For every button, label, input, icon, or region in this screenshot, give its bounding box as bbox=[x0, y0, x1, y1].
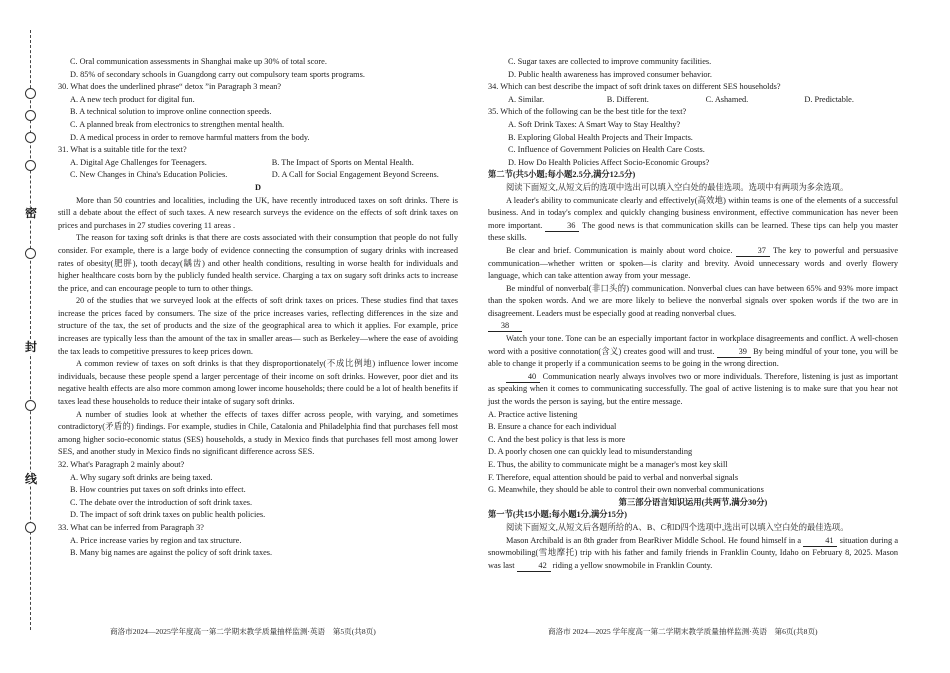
passage-paragraph-1: More than 50 countries and localities, including the UK, have recently introduced taxes on soft drinks. There is still a debate about the effect of such taxes. A new research surveys the evidence on the effects of soft drink taxes on prices and purchases in 27 studies covering 11 areas . bbox=[58, 195, 458, 230]
seven-choose-paragraph-5 bbox=[488, 371, 898, 409]
section2-heading: 第二节(共5小题;每小题2.5分,满分12.5分) bbox=[488, 170, 636, 180]
q35-option-c: C. Influence of Government Policies on Health Care Costs. bbox=[508, 145, 705, 155]
blank-38[interactable]: 38 bbox=[488, 321, 522, 332]
choice-e: E. Thus, the ability to communicate might be a manager's most key skill bbox=[488, 460, 728, 469]
q33-stem: 33. What can be inferred from Paragraph 3? bbox=[58, 522, 204, 532]
q35-option-d: D. How Do Health Policies Affect Socio-Economic Groups? bbox=[508, 157, 710, 167]
choice-d: D. A poorly chosen one can quickly lead to misunderstanding bbox=[488, 447, 693, 457]
q30-option-b: B. A technical solution to improve online connection speeds. bbox=[70, 107, 272, 117]
cloze-paragraph-1 bbox=[488, 535, 898, 573]
q29-option-d: D. 85% of secondary schools in Guangdong carry out compulsory team sports programs. bbox=[70, 69, 365, 79]
section-letter-d: D bbox=[255, 182, 261, 192]
q34-option-c: C. Ashamed. bbox=[705, 94, 749, 104]
blank-41[interactable]: 41 bbox=[803, 536, 837, 547]
blank-37[interactable]: 37 bbox=[736, 246, 770, 257]
q32-option-a: A. Why sugary soft drinks are being taxed. bbox=[70, 472, 213, 482]
q32-option-c: C. The debate over the introduction of soft drink taxes. bbox=[70, 497, 253, 507]
choice-g: G. Meanwhile, they should be able to control their own nonverbal communications bbox=[488, 485, 764, 495]
q31-option-c: C. New Changes in China's Education Policies. bbox=[70, 170, 228, 180]
part3-heading: 第三部分语言知识运用(共两节,满分30分) bbox=[618, 497, 768, 507]
choice-a: A. Practice active listening bbox=[488, 409, 578, 419]
q30-option-d: D. A medical process in order to remove harmful matters from the body. bbox=[70, 132, 310, 142]
q34-option-d: D. Predictable. bbox=[804, 94, 854, 104]
passage-paragraph-3: 20 of the studies that we surveyed look at the effects of soft drink taxes on prices. These studies find that taxes increase the prices faced by consumers. The size of the price increases varies, reflecting differences in the size and structure of the tax, the set of products and the size of the geographical area to which it applies. For example, price increases are typically less than the amount of the tax in smaller areas— such as Berkeley—where the ease of avoiding the tax leads to competitive pressures to keep prices down. bbox=[58, 296, 458, 356]
binding-hole-icon bbox=[25, 88, 36, 99]
q31-option-b: B. The Impact of Sports on Mental Health. bbox=[271, 157, 414, 167]
paragraph-4-text-a: Watch your tone. Tone can be an especially important factor in workplace disagreements and conflict. A well-chosen word with a positive connotation(含义) creates good will and trust. bbox=[488, 334, 898, 356]
cloze-text-c: riding a yellow snowmobile in Franklin County. bbox=[552, 560, 713, 570]
q33-option-a: A. Price increase varies by region and tax structure. bbox=[70, 535, 242, 545]
seven-choose-paragraph-3 bbox=[488, 283, 898, 321]
binding-hole-icon bbox=[25, 160, 36, 171]
q29-option-c: C. Oral communication assessments in Shanghai make up 30% of total score. bbox=[70, 57, 327, 66]
q30-stem: 30. What does the underlined phrase“ detox ”in Paragraph 3 mean? bbox=[58, 82, 282, 92]
seven-choose-paragraph-1 bbox=[488, 195, 898, 245]
paragraph-3-text-a: Be mindful of nonverbal(非口头的) communication. Nonverbal clues can have between 65% and 93% more impact than the spoken words. And we are more likely to believe the nonverbal signals over spoken words if the two are in disagreement. Leaders must be especially good at reading nonverbal clues. bbox=[488, 283, 898, 318]
footer-left: 商洛市2024—2025学年度高一第二学期末教学质量抽样监测·英语 第5页(共8页) bbox=[110, 627, 376, 636]
seven-choose-paragraph-2 bbox=[488, 245, 898, 283]
q34-stem: 34. Which can best describe the impact of soft drink taxes on different SES households? bbox=[488, 82, 781, 92]
passage-paragraph-4: A common review of taxes on soft drinks is that they disproportionately(不成比例地) influence lower income individuals, because these people spend a larger percentage of their income on soft drinks. However, poor diet and its negative health effects are also more common among lower income households; there could be a lot of health benefits if taxes lead these households to reduce their intake of sugary soft drinks. bbox=[58, 359, 458, 407]
paragraph-5-text-b: Communication nearly always involves two or more individuals. Therefore, listening is just as important as speaking when it comes to communicating successfully. The goal of active listening is to make sure that you hear not just the words the person is saying, but the entire message. bbox=[488, 371, 898, 407]
paragraph-4-text-b: By being mindful of your tone, you will be able to change it properly if a communication seems to be going in the wrong direction. bbox=[488, 346, 898, 369]
binding-hole-icon bbox=[25, 522, 36, 533]
q31-options-row-1 bbox=[58, 157, 458, 170]
paragraph-2-text-a: Be clear and brief. Communication is mainly about word choice. bbox=[506, 245, 733, 255]
choice-c: C. And the best policy is that less is more bbox=[488, 434, 626, 444]
q33-option-c: C. Sugar taxes are collected to improve community facilities. bbox=[508, 57, 712, 66]
choice-b: B. Ensure a chance for each individual bbox=[488, 422, 617, 432]
q31-option-d: D. A Call for Social Engagement Beyond Screens. bbox=[271, 170, 439, 180]
binding-hole-icon bbox=[25, 400, 36, 411]
section1-instruction: 阅读下面短文,从短文后各题所给的A、B、C和D四个选项中,选出可以填入空白处的最佳选项。 bbox=[506, 522, 849, 532]
q34-option-b: B. Different. bbox=[606, 94, 649, 104]
binding-char-envelope: 封 bbox=[24, 340, 37, 354]
q35-stem: 35. Which of the following can be the best title for the text? bbox=[488, 107, 687, 117]
left-column bbox=[58, 56, 458, 560]
q35-option-b: B. Exploring Global Health Projects and Their Impacts. bbox=[508, 132, 693, 142]
q32-option-d: D. The impact of soft drink taxes on public health policies. bbox=[70, 510, 266, 520]
q33-option-b: B. Many big names are against the policy of soft drink taxes. bbox=[70, 548, 273, 558]
paragraph-2-text-b: The key to powerful and persuasive communication—whether written or spoken—is clarity and brevity. Avoid unnecessary words and overly flowery language, which can take attention away from your message. bbox=[488, 245, 898, 281]
cloze-text-b: situation during a snowmobiling(雪地摩托) trip with his father and family friends in Franklin County, Idaho on February 8, 2025. Mason was last bbox=[488, 535, 899, 570]
passage-paragraph-5: A number of studies look at whether the effects of taxes differ across people, with varying, and sometimes contradictory(矛盾的) findings. For example, studies in Chile, Catalonia and Philadelphia find that purchases fell most among higher socio-economic status (SES) households, a study in Mexico finds that purchases fell most among lower SES, and another study in Mexico finds no significant difference across SES. bbox=[58, 409, 458, 457]
q35-option-a: A. Soft Drink Taxes: A Smart Way to Stay Healthy? bbox=[508, 119, 681, 129]
binding-hole-icon bbox=[25, 132, 36, 143]
q32-option-b: B. How countries put taxes on soft drinks into effect. bbox=[70, 485, 246, 495]
binding-char-seal: 密 bbox=[24, 206, 37, 220]
blank-42[interactable]: 42 bbox=[517, 561, 551, 572]
q32-stem: 32. What's Paragraph 2 mainly about? bbox=[58, 460, 185, 469]
q30-option-a: A. A new tech product for digital fun. bbox=[70, 94, 195, 104]
q31-stem: 31. What is a suitable title for the text? bbox=[58, 145, 187, 155]
passage-paragraph-2: The reason for taxing soft drinks is that there are costs associated with their consumption that people do not fully consider. For example, there is a large body of evidence connecting the consumption of sugary drinks with increased rates of obesity(肥胖), tooth decay(龋齿) and other health conditions, resulting in worse health for individuals and higher healthcare costs born by the publicly funded health service. Charging a tax on sugary soft drinks acts to increase the price, and can encourage people to turn to other things. bbox=[58, 233, 458, 293]
q34-options-row bbox=[488, 94, 898, 107]
q31-options-row-2 bbox=[58, 169, 458, 182]
binding-char-line: 线 bbox=[24, 472, 37, 486]
binding-hole-icon bbox=[25, 248, 36, 259]
q33-option-d: D. Public health awareness has improved consumer behavior. bbox=[508, 69, 712, 79]
q30-option-c: C. A planned break from electronics to strengthen mental health. bbox=[70, 119, 285, 129]
choice-f: F. Therefore, equal attention should be paid to verbal and nonverbal signals bbox=[488, 472, 739, 482]
q34-option-a: A. Similar. bbox=[508, 94, 545, 104]
binding-margin bbox=[0, 0, 48, 673]
section1-heading: 第一节(共15小题;每小题1分,满分15分) bbox=[488, 510, 627, 520]
blank-39[interactable]: 39 bbox=[717, 347, 751, 358]
paragraph-1-text-b: The good news is that communication skills can be learned. These tips can help you master these skills. bbox=[488, 220, 898, 243]
paragraph-1-text-a: A leader's ability to communicate clearly and effectively(高效地) within teams is one of the elements of a successful business. And in today's complex and quickly changing business environment, effective communication has never been more important. bbox=[488, 195, 898, 230]
binding-hole-icon bbox=[25, 110, 36, 121]
blank-38-line bbox=[488, 320, 898, 333]
right-column bbox=[488, 56, 898, 572]
cloze-text-a: Mason Archibald is an 8th grader from BearRiver Middle School. He found himself in a bbox=[506, 535, 802, 545]
seven-choose-paragraph-4 bbox=[488, 333, 898, 371]
q31-option-a: A. Digital Age Challenges for Teenagers. bbox=[70, 157, 207, 167]
blank-40[interactable]: 40 bbox=[506, 372, 540, 383]
section2-instruction: 阅读下面短文,从短文后的选项中选出可以填入空白处的最佳选项。选项中有两项为多余选项。 bbox=[506, 182, 849, 192]
blank-36[interactable]: 36 bbox=[545, 221, 579, 232]
footer-right: 商洛市 2024—2025 学年度高一第二学期末教学质量抽样监测·英语 第6页(共8页) bbox=[548, 627, 818, 636]
